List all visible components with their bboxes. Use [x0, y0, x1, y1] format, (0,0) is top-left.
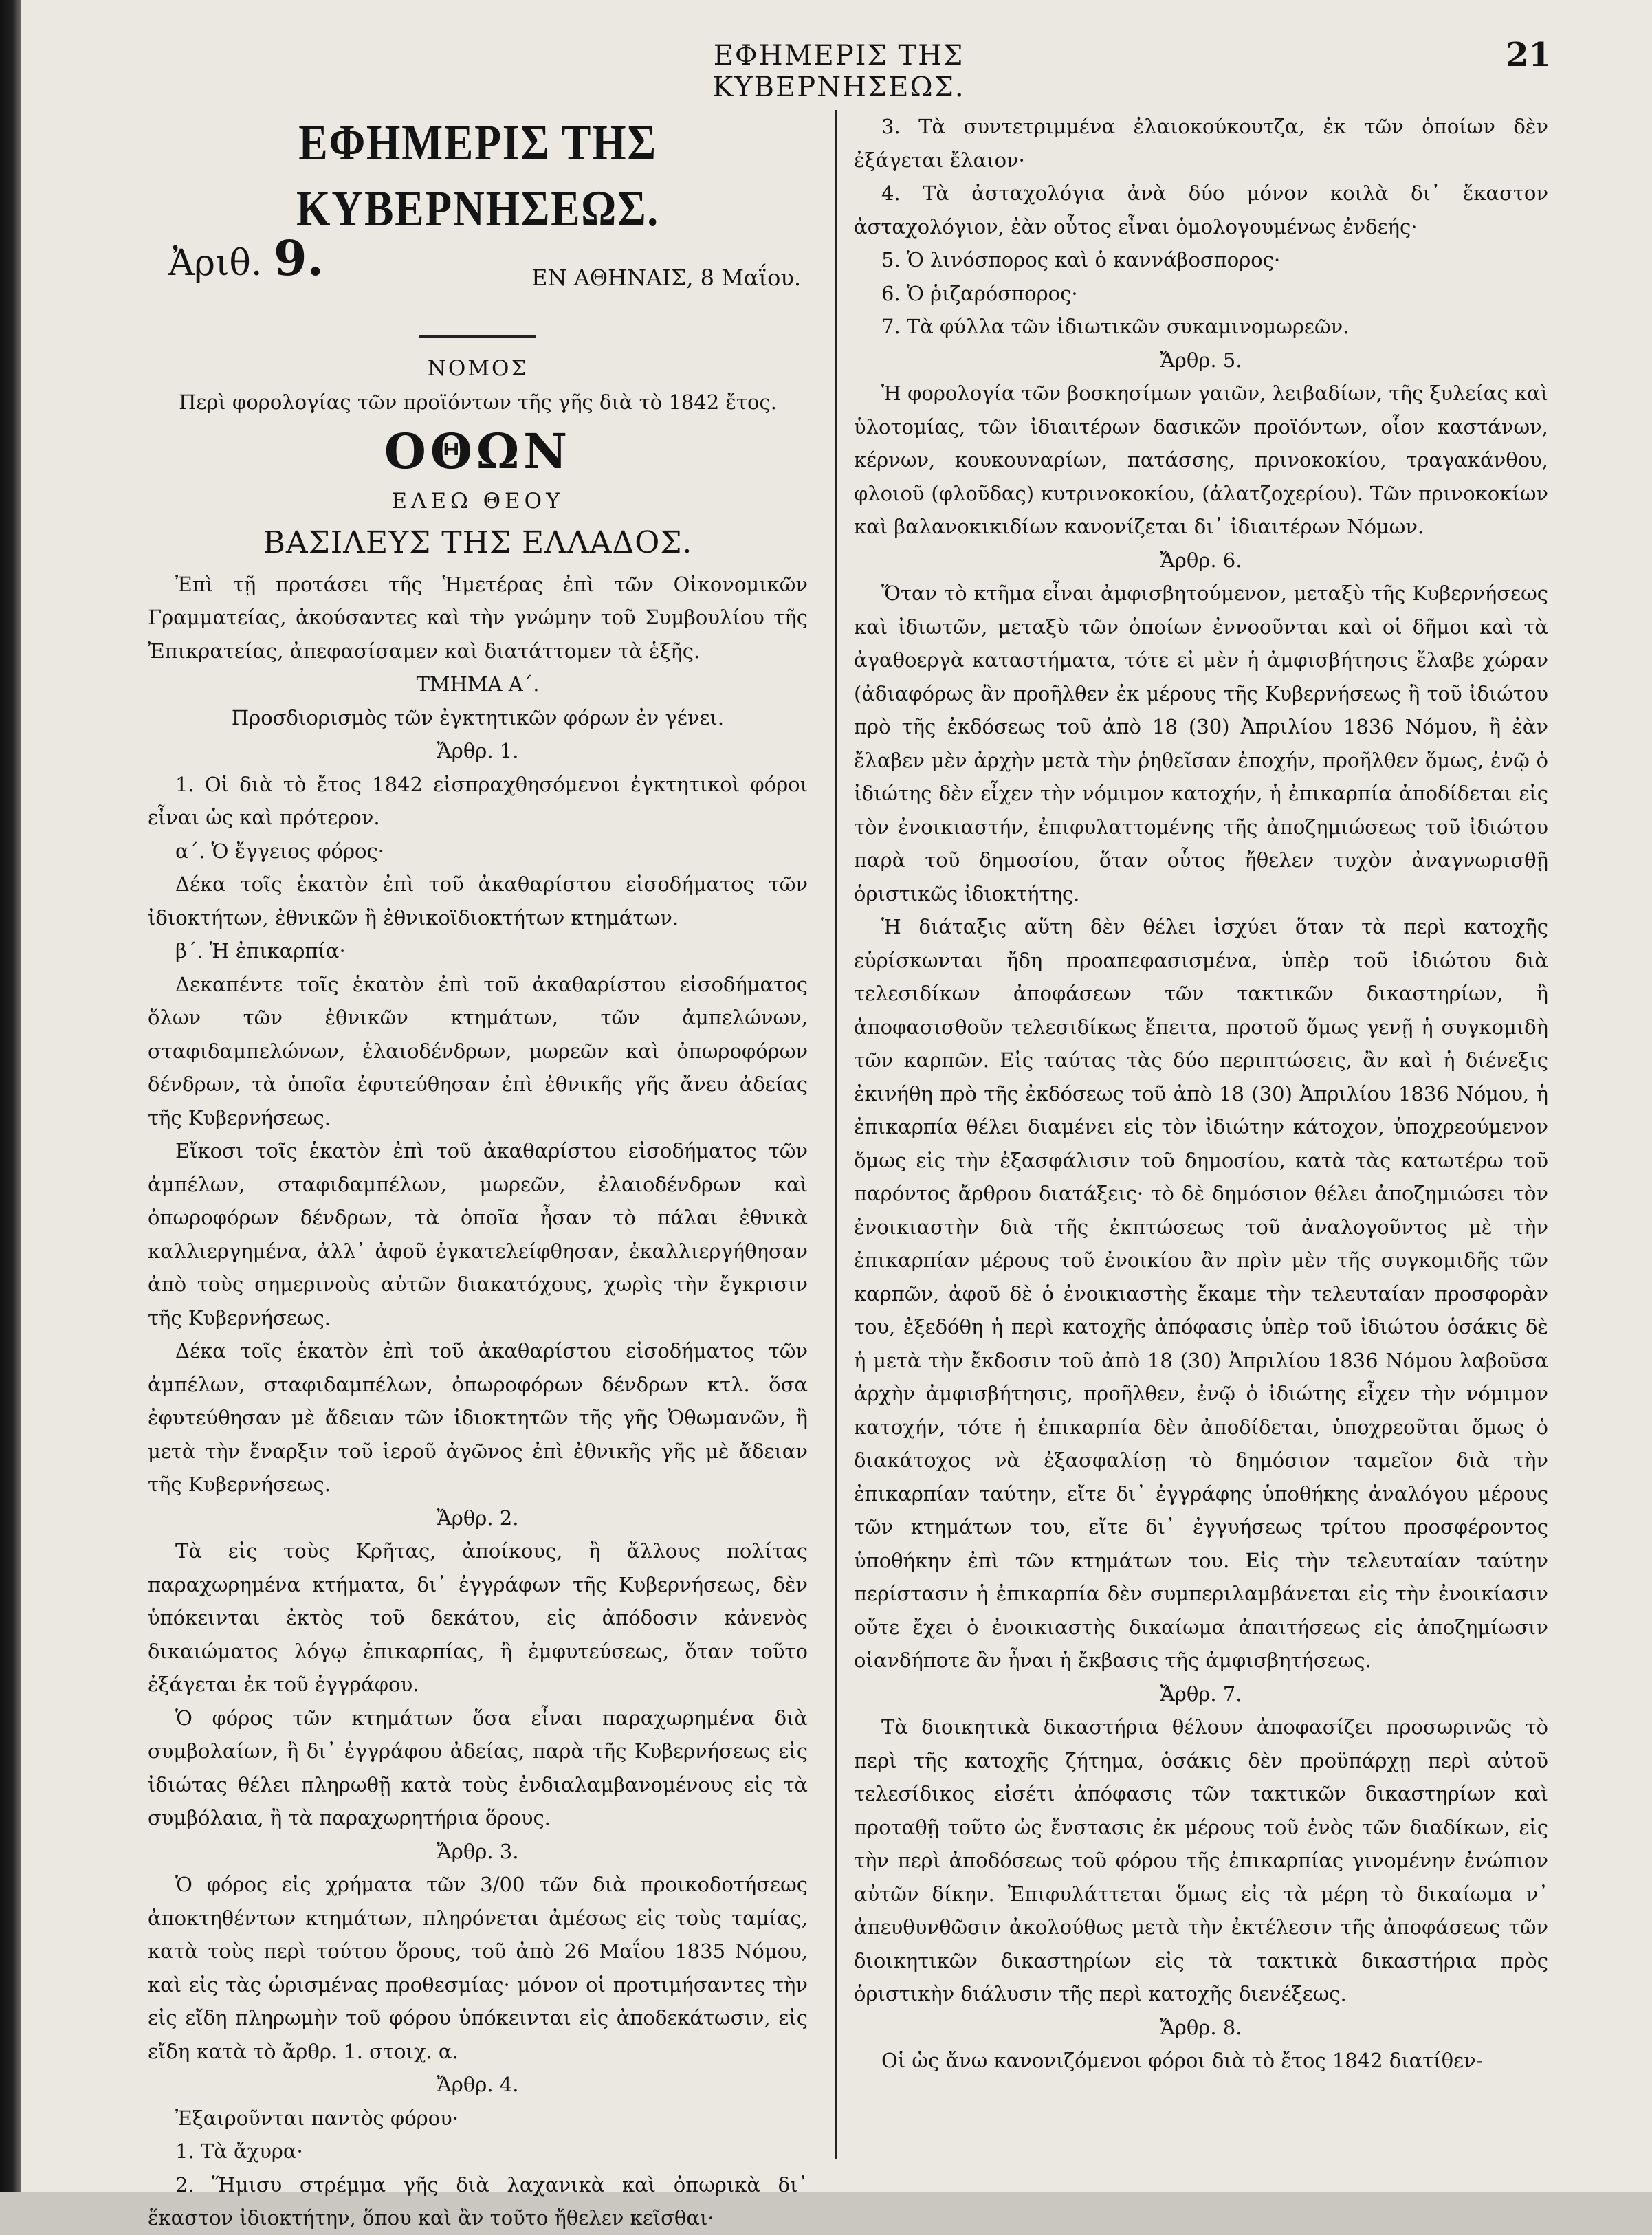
- issue-value: 9.: [273, 230, 324, 287]
- paragraph: ΤΜΗΜΑ Α΄.: [416, 672, 540, 696]
- paragraph: 1. Τὰ ἄχυρα·: [175, 2139, 303, 2163]
- article-heading: Ἄρθρ. 2.: [437, 1506, 519, 1530]
- right-column: [854, 110, 1548, 2166]
- king-title: ΒΑΣΙΛΕΥΣ ΤΗΣ ΕΛΛΑΔΟΣ.: [263, 525, 693, 560]
- paragraph: Ὁ φόρος εἰς χρήματα τῶν 3/00 τῶν διὰ προικοδοτήσεως ἀποκτηθέντων κτημάτων, πληρόνεται ἀμέσως εἰς τοὺς ταμίας, κατὰ τοὺς περὶ τούτου ὅρους, τοῦ ἀπὸ 26 Μαΐου 1835 Νόμου, καὶ εἰς τὰς ὡρισμένας προθεσμίας· μόνον οἱ προτιμήσαντες τὴν εἰς εἴδη πληρωμὴν τοῦ φόρου ὑπόκεινται εἰς ἀποδεκάτωσιν, εἰς εἴδη κατὰ τὸ ἄρθρ. 1. στοιχ. α.: [148, 1873, 808, 2063]
- dateline: ΕΝ ΑΘΗΝΑΙΣ, 8 Μαΐου.: [531, 265, 801, 291]
- paragraph: Ὅταν τὸ κτῆμα εἶναι ἀμφισβητούμενον, μεταξὺ τῆς Κυβερνήσεως καὶ ἰδιωτῶν, μεταξὺ τῶν ὁποίων ἐννοοῦνται καὶ οἱ δῆμοι καὶ τὰ ἀγαθοεργὰ καταστήματα, τότε εἰ μὲν ἡ ἀμφισβήτησις ἔλαβε χώραν (ἀδιαφόρως ἂν προῆλθεν ἐκ μέρους τῆς Κυβερνήσεως ἢ τοῦ ἰδιώτου πρὸ τῆς ἐκδόσεως τοῦ ἀπὸ 18 (30) Ἀπριλίου 1836 Νόμου, ἢ ἐὰν ἔλαβεν μὲν ἀρχὴν μετὰ τὴν ῥηθεῖσαν ἐποχήν, προῆλθεν ὅμως, ἐνῷ ὁ ἰδιώτης δὲν εἶχεν τὴν νόμιμον κατοχήν, ἡ ἐπικαρπία ἀποδίδεται εἰς τὸν ἐνοικιαστήν, ἐπιφυλαττομένης τῆς ἀποζημιώσεως τοῦ ἰδιώτου παρὰ τοῦ δημοσίου, ὅταν οὗτος ἤθελεν τυχὸν ἀναγνωρισθῇ ὁριστικῶς ἰδιοκτήτης.: [854, 582, 1548, 905]
- paragraph: Δέκα τοῖς ἑκατὸν ἐπὶ τοῦ ἀκαθαρίστου εἰσοδήματος τῶν ἀμπέλων, σταφιδαμπέλων, ὀπωροφόρων δένδρων κτλ. ὅσα ἐφυτεύθησαν μὲ ἄδειαν τῶν ἰδιοκτητῶν τῆς γῆς Ὀθωμανῶν, ἢ μετὰ τὴν ἔναρξιν τοῦ ἱεροῦ ἀγῶνος ἐπὶ ἐθνικῆς γῆς μὲ ἄδειαν τῆς Κυβερνήσεως.: [148, 1339, 808, 1496]
- article-heading: Ἄρθρ. 8.: [1160, 2015, 1242, 2039]
- page-number: 21: [1506, 36, 1552, 74]
- paragraph: Ἐπὶ τῇ προτάσει τῆς Ἡμετέρας ἐπὶ τῶν Οἰκονομικῶν Γραμματείας, ἀκούσαντες καὶ τὴν γνώμην τοῦ Συμβουλίου τῆς Ἐπικρατείας, ἀπεφασίσαμεν καὶ διατάττομεν τὰ ἑξῆς.: [148, 572, 808, 663]
- paragraph: Ἡ διάταξις αὕτη δὲν θέλει ἰσχύει ὅταν τὰ περὶ κατοχῆς εὑρίσκωνται ἤδη προαπεφασισμένα, ὑπὲρ τοῦ ἰδιώτου διὰ τελεσιδίκων ἀποφάσεων τῶν τακτικῶν δικαστηρίων, ἢ ἀποφασισθοῦν τελεσιδίκως ἔπειτα, προτοῦ ὅμως γενῇ ἡ συγκομιδὴ τῶν καρπῶν. Εἰς ταύτας τὰς δύο περιπτώσεις, ἂν καὶ ἡ διένεξις ἐκινήθη πρὸ τῆς ἐκδόσεως τοῦ ἀπὸ 18 (30) Ἀπριλίου 1836 Νόμου, ἡ ἐπικαρπία θέλει διαμένει εἰς τὸν ἰδιώτην κάτοχον, ὑποχρεούμενον ὅμως εἰς τὴν ἐξασφάλισιν τοῦ δημοσίου, κατὰ τὰς κατωτέρω τοῦ παρόντος ἄρθρου διατάξεις· τὸ δὲ δημόσιον θέλει ἀποζημιώσει τὸν ἐνοικιαστὴν διὰ τῆς ἐκπτώσεως τοῦ ἀναλογοῦντος μὲ τὴν ἐπικαρπίαν μέρους τοῦ ἐνοικίου ἂν πρὶν μὲν τῆς συγκομιδῆς τῶν καρπῶν, ἀφοῦ δὲ ὁ ἐνοικιαστὴς ἔκαμε τὴν τελευταίαν προσφορὰν του, ἐξεδόθη ἡ περὶ κατοχῆς ἀπόφασις ὑπὲρ τοῦ ἰδιώτου ὁσάκις δὲ ἡ μετὰ τὴν ἔκδοσιν τοῦ ἀπὸ 18 (30) Ἀπριλίου 1836 Νόμου λαβοῦσα ἀρχὴν ἀμφισβήτησις, προῆλθεν, ἐνῷ ὁ ἰδιώτης εἶχεν τὴν νόμιμον κατοχήν, τότε ἡ ἐπικαρπία δὲν ἀποδίδεται, ὑποχρεοῦται ὅμως ὁ διακάτοχος νὰ ἐξασφαλίσῃ τὸ δημόσιον ταμεῖον διὰ τὴν ἐπικαρπίαν ταύτην, εἴτε δι᾽ ἐγγράφης ὑποθήκης ἀναλόγου μέρους τῶν κτημάτων του, εἴτε δι᾽ ἐγγυήσεως τρίτου προσφέροντος ὑποθήκην ἐπὶ τῶν κτημάτων του. Εἰς τὴν τελευταίαν ταύτην περίστασιν ἡ ἐπικαρπία δὲν συμπεριλαμβάνεται εἰς τὴν ἐνοικίασιν οὔτε ἔχει ὁ ἐνοικιαστὴς δικαίωμα ἀπαιτήσεως εἰς ἀποζημίωσιν οἱανδήποτε ἂν ἦναι ἡ ἔκβασις τῆς ἀμφισβητήσεως.: [854, 915, 1548, 1672]
- law-subject: Περὶ φορολογίας τῶν προϊόντων τῆς γῆς διὰ τὸ 1842 ἔτος.: [179, 390, 777, 414]
- by-grace-of-god: ΕΛΕΩ ΘΕΟΥ: [391, 489, 564, 514]
- issue-row: [148, 230, 808, 308]
- issue-number: [168, 230, 324, 287]
- binding-edge: [0, 0, 21, 2192]
- paragraph: Προσδιορισμὸς τῶν ἐγκτητικῶν φόρων ἐν γένει.: [231, 705, 725, 729]
- right-body: [854, 110, 1548, 2078]
- paragraph: β΄. Ἡ ἐπικαρπία·: [175, 939, 346, 962]
- article-heading: Ἄρθρ. 3.: [437, 1839, 519, 1863]
- paragraph: Δέκα τοῖς ἑκατὸν ἐπὶ τοῦ ἀκαθαρίστου εἰσοδήματος τῶν ἰδιοκτήτων, ἐθνικῶν ἢ ἐθνικοϊδιοκτήτων κτημάτων.: [148, 872, 808, 929]
- paragraph: Ἐξαιροῦνται παντὸς φόρου·: [175, 2106, 459, 2130]
- running-head: ΕΦΗΜΕΡΙΣ ΤΗΣ ΚΥΒΕΡΝΗΣΕΩΣ.: [712, 40, 965, 103]
- separator-rule: [419, 335, 536, 338]
- paragraph: 4. Τὰ ἀσταχολόγια ἀνὰ δύο μόνον κοιλὰ δι᾽ ἕκαστον ἀσταχολόγιον, ἐὰν οὗτος εἶναι ὁμολογουμένως ἐνδεής·: [854, 181, 1548, 239]
- issue-label: Ἀριθ.: [168, 243, 263, 284]
- paragraph: 3. Τὰ συντετριμμένα ἐλαιοκούκουτζα, ἐκ τῶν ὁποίων δὲν ἐξάγεται ἔλαιον·: [854, 115, 1548, 172]
- paragraph: Ὁ φόρος τῶν κτημάτων ὅσα εἶναι παραχωρημένα διὰ συμβολαίων, ἢ δι᾽ ἐγγράφου ἀδείας, παρὰ τῆς Κυβερνήσεως εἰς ἰδιώτας θέλει πληρωθῇ κατὰ τοὺς ἐνδιαλαμβανομένους εἰς τὰ συμβόλαια, ἢ τὰ παραχωρητήρια ὅρους.: [148, 1706, 808, 1829]
- paragraph: 7. Τὰ φύλλα τῶν ἰδιωτικῶν συκαμινομωρεῶν.: [881, 315, 1350, 338]
- paragraph: Οἱ ὡς ἄνω κανονιζόμενοι φόροι διὰ τὸ ἔτος 1842 διατίθεν-: [881, 2049, 1483, 2072]
- law-heading: ΝΟΜΟΣ: [427, 356, 529, 381]
- king-name: ΟΘΩΝ: [384, 423, 572, 480]
- paragraph: Δεκαπέντε τοῖς ἑκατὸν ἐπὶ τοῦ ἀκαθαρίστου εἰσοδήματος ὅλων τῶν ἐθνικῶν κτημάτων, τῶν ἀμπελώνων, σταφιδαμπελώνων, ἐλαιοδένδρων, μωρεῶν καὶ ὀπωροφόρων δένδρων, τὰ ὁποῖα ἐφυτεύθησαν ἐπὶ ἐθνικῆς γῆς ἄνευ ἀδείας τῆς Κυβερνήσεως.: [148, 972, 808, 1130]
- paragraph: Εἴκοσι τοῖς ἑκατὸν ἐπὶ τοῦ ἀκαθαρίστου εἰσοδήματος τῶν ἀμπέλων, σταφιδαμπέλων, μωρεῶν, ἐλαιοδένδρων καὶ ὀπωροφόρων δένδρων, τὰ ὁποῖα ἦσαν τὸ πάλαι ἐθνικὰ καλλιεργημένα, ἀλλ᾽ ἀφοῦ ἐγκατελείφθησαν, ἐκαλλιεργήθησαν ἀπὸ τοὺς σημερινοὺς αὐτῶν διακατόχους, χωρὶς τὴν ἔγκρισιν τῆς Κυβερνήσεως.: [148, 1139, 808, 1330]
- paragraph: α΄. Ὁ ἔγγειος φόρος·: [175, 839, 384, 863]
- paragraph: Τὰ διοικητικὰ δικαστήρια θέλουν ἀποφασίζει προσωρινῶς τὸ περὶ τῆς κατοχῆς ζήτημα, ὁσάκις δὲν προϋπάρχῃ περὶ αὐτοῦ τελεσίδικος εἰσέτι ἀπόφασις τῶν τακτικῶν δικαστηρίων καὶ προταθῇ τοῦτο ὡς ἔνστασις ἐκ μέρους τοῦ ἑνὸς τῶν διαδίκων, εἰς τὴν περὶ ἀποδόσεως τοῦ φόρου τῆς ἐπικαρπίας γινομένην ἐνώπιον αὐτῶν δίκην. Ἐπιφυλάττεται ὅμως εἰς τὰ μέρη τὸ δικαίωμα ν᾽ ἀπευθυνθῶσιν ἀκολούθως μετὰ τὴν ἐκτέλεσιν τῆς ἀποφάσεως τῶν διοικητικῶν δικαστηρίων εἰς τὰ τακτικὰ δικαστήρια πρὸς ὁριστικὴν διάλυσιν τῆς περὶ κατοχῆς διενέξεως.: [854, 1715, 1548, 2005]
- paragraph: 2. Ἥμισυ στρέμμα γῆς διὰ λαχανικὰ καὶ ὀπωρικὰ δι᾽ ἕκαστον ἰδιοκτήτην, ὅπου καὶ ἂν τοῦτο ἤθελεν κεῖσθαι·: [148, 2172, 808, 2230]
- article-heading: Ἄρθρ. 6.: [1160, 548, 1242, 572]
- article-heading: Ἄρθρ. 7.: [1160, 1682, 1242, 1706]
- masthead-title: ΕΦΗΜΕΡΙΣ ΤΗΣ ΚΥΒΕΡΝΗΣΕΩΣ.: [296, 115, 659, 237]
- article-heading: Ἄρθρ. 5.: [1160, 348, 1242, 372]
- paragraph: 1. Οἱ διὰ τὸ ἔτος 1842 εἰσπραχθησόμενοι ἐγκτητικοὶ φόροι εἶναι ὡς καὶ πρότερον.: [148, 772, 808, 829]
- paragraph: 5. Ὁ λινόσπορος καὶ ὁ καννάβοσπορος·: [881, 248, 1281, 272]
- paragraph: 6. Ὁ ῥιζαρόσπορος·: [881, 281, 1078, 305]
- column-divider: [835, 110, 837, 2159]
- article-heading: Ἄρθρ. 4.: [437, 2073, 519, 2096]
- paragraph: Ἡ φορολογία τῶν βοσκησίμων γαιῶν, λειβαδίων, τῆς ξυλείας καὶ ὑλοτομίας, τῶν ἰδιαιτέρων δασικῶν προϊόντων, οἷον καστάνων, κέρνων, κουκουναρίων, πατάσσης, πρινοκοκίου, τραγακάνθου, φλοιοῦ (φλοῦδας) κυτρινοκοκίου, (ἀλατζοχερίου). Τῶν πρινοκοκίων καὶ βαλανοκικιδίων κανονίζεται δι᾽ ἰδιαιτέρων Νόμων.: [854, 382, 1548, 538]
- left-body: [148, 568, 808, 2235]
- paragraph: Τὰ εἰς τοὺς Κρῆτας, ἀποίκους, ἢ ἄλλους πολίτας παραχωρημένα κτήματα, δι᾽ ἐγγράφων τῆς Κυβερνήσεως, δὲν ὑπόκεινται ἐκτὸς τοῦ δεκάτου, εἰς ἀπόδοσιν κἀνενὸς δικαιώματος λόγῳ ἐπικαρπίας, ἢ ἐμφυτεύσεως, ὅταν τοῦτο ἐξάγεται ἐκ τοῦ ἐγγράφου.: [148, 1539, 808, 1696]
- left-column: [148, 110, 808, 2230]
- article-heading: Ἄρθρ. 1.: [437, 739, 519, 762]
